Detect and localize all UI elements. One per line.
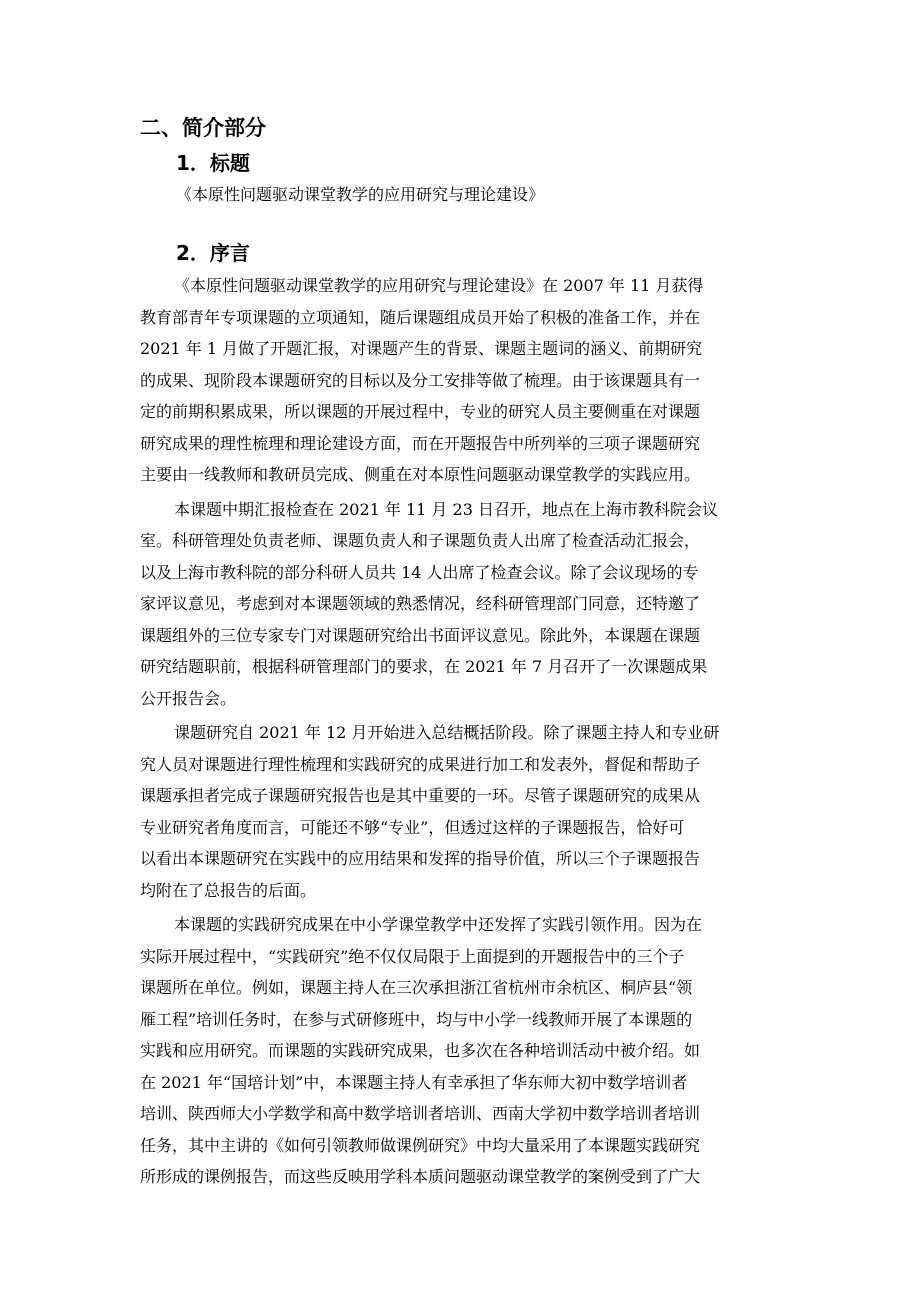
paragraph-line: 2021 年 1 月做了开题汇报，对课题产生的背景、课题主题词的涵义、前期研究 [140,339,703,358]
section-heading: 二、简介部分 [140,116,266,140]
paragraph-line: 本课题的实践研究成果在中小学课堂教学中还发挥了实践引领作用。因为在 [174,915,703,934]
paragraph-line: 培训、陕西师大小学数学和高中数学培训者培训、西南大学初中数学培训者培训 [140,1104,701,1123]
paragraph [140,717,776,906]
paragraph-line: 本课题中期汇报检查在 2021 年 11 月 23 日召开，地点在上海市教科院会议 [174,499,718,519]
paragraph-line: 任务，其中主讲的《如何引领教师做课例研究》中均大量采用了本课题实践研究 [140,1135,701,1155]
paragraph-line: 均附在了总报告的后面。 [140,880,317,900]
paragraph-line: 研究结题职前，根据科研管理部门的要求，在 2021 年 7 月召开了一次课题成果 [140,657,708,676]
paragraph-line: 《本原性问题驱动课堂教学的应用研究与理论建设》在 2007 年 11 月获得 [174,276,704,295]
paragraph-line: 课题组外的三位专家专门对课题研究给出书面评议意见。除此外，本课题在课题 [140,625,701,645]
paragraph-line: 以看出本课题研究在实践中的应用结果和发挥的指导价值，所以三个子课题报告 [140,849,701,868]
paragraph-line: 课题所在单位。例如，课题主持人在三次承担浙江省杭州市余杭区、桐庐县“领 [140,978,693,997]
paragraph [140,270,776,491]
paragraph-line: 在 2021 年“国培计划”中，本课题主持人有幸承担了华东师大初中数学培训者 [140,1072,688,1092]
paragraph-line: 室。科研管理处负责老师、课题负责人和子课题负责人出席了检查活动汇报会， [140,531,701,550]
paragraph-line: 课题研究自 2021 年 12 月开始进入总结概括阶段。除了课题主持人和专业研 [174,723,720,742]
paragraph-line: 教育部青年专项课题的立项通知，随后课题组成员开始了积极的准备工作，并在 [140,307,701,327]
paragraph-line: 公开报告会。 [140,688,237,708]
paragraph-line: 家评议意见，考虑到对本课题领域的熟悉情况，经科研管理部门同意，还特邀了 [140,594,701,613]
paragraph-line: 实际开展过程中，“实践研究”绝不仅仅局限于上面提到的开题报告中的三个子 [140,946,685,966]
research-title: 《本原性问题驱动课堂教学的应用研究与理论建设》 [176,185,545,204]
document-page [140,110,776,1193]
paragraph-line: 以及上海市教科院的部分科研人员共 14 人出席了检查会议。除了会议现场的专 [140,562,699,582]
paragraph-line: 所形成的课例报告，而这些反映用学科本质问题驱动课堂教学的案例受到了广大 [140,1167,701,1186]
paragraph-line: 雁工程”培训任务时，在参与式研修班中，均与中小学一线教师开展了本课题的 [140,1009,693,1029]
paragraph-line: 课题承担者完成子课题研究报告也是其中重要的一环。尽管子课题研究的成果从 [140,786,701,805]
paragraph-line: 定的前期积累成果，所以课题的开展过程中，专业的研究人员主要侧重在对课题 [140,402,701,421]
subsection-preface-heading: 2．序言 [176,241,250,265]
paragraph-line: 主要由一线教师和教研员完成、侧重在对本原性问题驱动课堂教学的实践应用。 [140,465,701,484]
spacer [140,210,776,236]
preface-body [140,270,776,1193]
paragraph-line: 的成果、现阶段本课题研究的目标以及分工安排等做了梳理。由于该课题具有一 [140,370,701,390]
paragraph-line: 究人员对课题进行理性梳理和实践研究的成果进行加工和发表外，督促和帮助子 [140,754,701,774]
paragraph-line: 专业研究者角度而言，可能还不够“专业”，但透过这样的子课题报告，恰好可 [140,817,685,837]
paragraph-line: 研究成果的理性梳理和理论建设方面，而在开题报告中所列举的三项子课题研究 [140,433,701,453]
paragraph [140,494,776,715]
subsection-title-heading: 1．标题 [176,151,250,175]
paragraph-line: 实践和应用研究。而课题的实践研究成果，也多次在各种培训活动中被介绍。如 [140,1041,701,1060]
paragraph [140,909,776,1193]
